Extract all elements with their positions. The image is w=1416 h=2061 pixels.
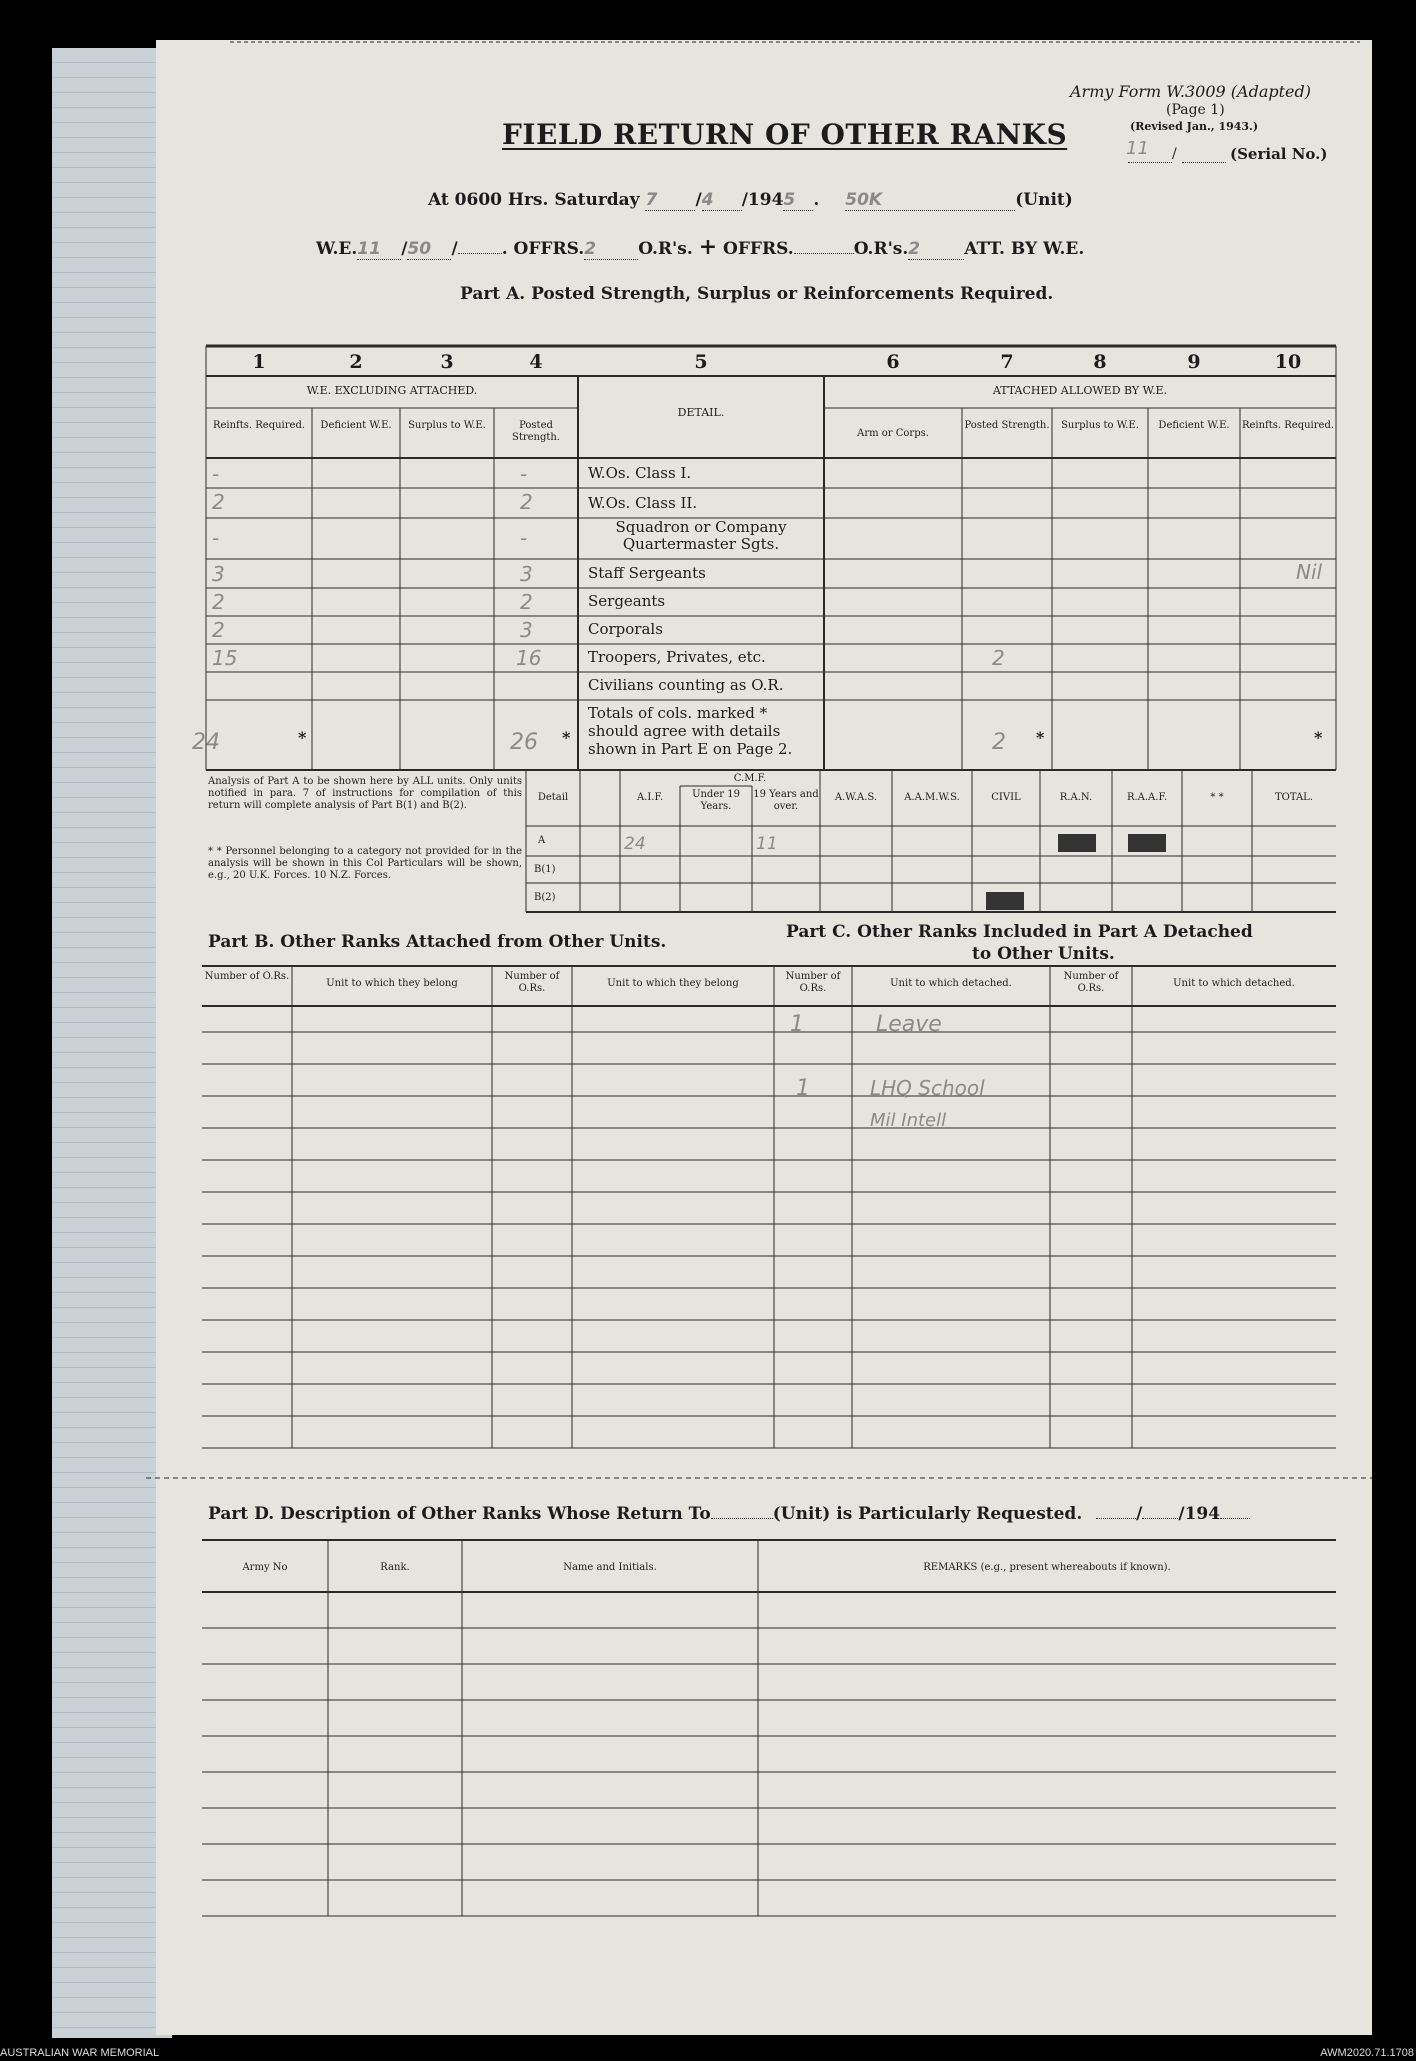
- hdr-arm-corps: Arm or Corps.: [857, 428, 929, 439]
- part-b-num-hdr-2: Number of O.Rs.: [504, 971, 560, 994]
- c1-total: 24: [192, 730, 220, 755]
- analysis-starstar: * *: [1210, 792, 1224, 803]
- part-b-num-hdr-1: Number of O.Rs.: [204, 971, 290, 982]
- c4-row6: 3: [520, 618, 533, 642]
- unit-handwriting: 50K: [845, 190, 883, 210]
- detail-civilians: Civilians counting as O.R.: [588, 676, 784, 694]
- part-b-title: Part B. Other Ranks Attached from Other Units.: [208, 932, 667, 952]
- c4-row4: 3: [520, 562, 533, 586]
- part-c-row2-unit: LHQ School: [870, 1076, 985, 1100]
- we-hw-2: 50: [407, 239, 432, 259]
- plus-sign: +: [698, 234, 718, 260]
- offrs-field[interactable]: [584, 239, 638, 260]
- analysis-row-b1: B(1): [534, 864, 556, 875]
- part-a-title: Part A. Posted Strength, Surplus or Reinforcements Required.: [460, 284, 1054, 304]
- c1-row6: 2: [212, 618, 225, 642]
- hdr-surplus-we: Surplus to W.E.: [408, 420, 486, 431]
- c4-row5: 2: [520, 590, 533, 614]
- c10-staff: Nil: [1296, 560, 1323, 584]
- offrs-label-2: OFFRS.: [723, 239, 794, 259]
- group-left-header: W.E. EXCLUDING ATTACHED.: [306, 384, 478, 397]
- part-d-remarks-hdr: REMARKS (e.g., present whereabouts if known).: [923, 1562, 1171, 1573]
- detail-wo-class-2: W.Os. Class II.: [588, 494, 698, 512]
- we-hw-1: 11: [357, 239, 381, 259]
- ors-hw-1: 2: [584, 239, 597, 259]
- part-c-unit-hdr-2: Unit to which detached.: [1173, 978, 1295, 989]
- part-d-prefix: Part D. Description of Other Ranks Whose Return To: [208, 1504, 711, 1524]
- analysis-row-b2: B(2): [534, 892, 556, 903]
- analysis-aif: A.I.F.: [636, 792, 664, 803]
- part-d-mid: (Unit) is Particularly Requested.: [772, 1504, 1083, 1524]
- column-number-2: 2: [349, 351, 363, 373]
- part-c-title-2: to Other Units.: [972, 944, 1115, 964]
- time-prefix: At 0600 Hrs. Saturday: [428, 190, 640, 210]
- att-by-we: ATT. BY W.E.: [964, 239, 1085, 259]
- analysis-note-1: Analysis of Part A to be shown here by ALL units. Only units notified in para. 7 of instructions for compilation of this return will complete analysis of Part B(1) and B(2).: [208, 776, 522, 811]
- redaction-ran: [1058, 834, 1096, 852]
- star-col1: *: [298, 728, 307, 747]
- we-label: W.E.: [316, 239, 358, 259]
- column-number-7: 7: [1000, 351, 1014, 373]
- detail-staff-sergeants: Staff Sergeants: [588, 564, 706, 582]
- month-handwriting: 4: [701, 190, 714, 210]
- part-d-army-no-hdr: Army No: [242, 1562, 288, 1573]
- hdr-deficient-we: Deficient W.E.: [320, 420, 392, 431]
- day-field[interactable]: [645, 190, 695, 211]
- year-handwriting: 5: [783, 190, 796, 210]
- offrs-label: OFFRS.: [513, 239, 585, 259]
- year-field[interactable]: [783, 190, 813, 211]
- we-field-1[interactable]: [357, 239, 401, 260]
- offrs-field-2[interactable]: [794, 253, 854, 254]
- part-c-row1-unit: Leave: [876, 1012, 942, 1037]
- part-c-num-hdr-1: Number of O.Rs.: [785, 971, 841, 994]
- column-number-8: 8: [1093, 351, 1107, 373]
- we-field-2[interactable]: [407, 239, 451, 260]
- revised-date: (Revised Jan., 1943.): [1130, 120, 1259, 133]
- detail-totals: Totals of cols. marked * should agree with details shown in Part E on Page 2.: [588, 704, 793, 758]
- star-col4: *: [562, 728, 571, 747]
- page-number: (Page 1): [1166, 102, 1225, 118]
- c1-row7: 15: [212, 646, 238, 670]
- serial-field-2[interactable]: [1182, 148, 1226, 163]
- part-c-num-hdr-2: Number of O.Rs.: [1063, 971, 1119, 994]
- analysis-over19-a: 11: [756, 834, 778, 854]
- part-b-unit-hdr-1: Unit to which they belong: [326, 978, 458, 989]
- part-c-row3-unit: Mil Intell: [870, 1110, 947, 1131]
- hdr-surplus-we-att: Surplus to W.E.: [1061, 420, 1139, 431]
- analysis-over19: 19 Years and over.: [753, 789, 819, 812]
- part-d-year-field[interactable]: [1220, 1518, 1250, 1519]
- analysis-cmf: C.M.F.: [733, 773, 767, 784]
- c1-row3: -: [212, 526, 220, 550]
- column-number-9: 9: [1187, 351, 1201, 373]
- hdr-posted-strength-att: Posted Strength.: [964, 420, 1050, 431]
- footer-right: AWM2020.71.1708: [1320, 2047, 1414, 2059]
- c7-total: 2: [992, 730, 1006, 755]
- analysis-ran: R.A.N.: [1059, 792, 1093, 803]
- part-d-year: /194: [1178, 1504, 1221, 1524]
- analysis-row-a: A: [538, 835, 546, 846]
- part-c-row2-num: 1: [796, 1076, 810, 1101]
- we-field-3[interactable]: [458, 253, 502, 254]
- c4-row2: 2: [520, 490, 533, 514]
- c1-row5: 2: [212, 590, 225, 614]
- detail-wo-class-1: W.Os. Class I.: [588, 464, 692, 482]
- ors-hw-2: 2: [908, 239, 921, 259]
- part-c-title-1: Part C. Other Ranks Included in Part A Detached: [786, 922, 1253, 942]
- part-d-name-hdr: Name and Initials.: [563, 1562, 657, 1573]
- ors-field-2[interactable]: [908, 239, 964, 260]
- column-number-10: 10: [1274, 351, 1302, 373]
- redaction-civil: [986, 892, 1024, 910]
- detail-sergeants: Sergeants: [588, 592, 666, 610]
- ors-label: O.R's.: [638, 239, 693, 259]
- part-c-unit-hdr-1: Unit to which detached.: [890, 978, 1012, 989]
- part-d-rank-hdr: Rank.: [380, 1562, 410, 1573]
- serial-label: (Serial No.): [1230, 145, 1328, 163]
- detail-corporals: Corporals: [588, 620, 663, 638]
- c1-row2: 2: [212, 490, 225, 514]
- analysis-awas: A.W.A.S.: [834, 792, 878, 803]
- detail-troopers: Troopers, Privates, etc.: [588, 648, 766, 666]
- star-col10: *: [1314, 728, 1323, 747]
- analysis-total: TOTAL.: [1274, 792, 1314, 803]
- group-right-header: ATTACHED ALLOWED BY W.E.: [992, 384, 1168, 397]
- part-d-unit-field[interactable]: [711, 1518, 773, 1519]
- column-number-6: 6: [886, 351, 900, 373]
- detail-header: DETAIL.: [677, 406, 725, 419]
- time-line: At 0600 Hrs. Saturday 7 /4 /1945 . 50K (Unit): [428, 190, 1073, 210]
- column-number-3: 3: [440, 351, 454, 373]
- detail-qm-sgts: Squadron or Company Quartermaster Sgts.: [615, 518, 787, 553]
- c1-row1: -: [212, 462, 220, 486]
- column-number-1: 1: [252, 351, 266, 373]
- hdr-deficient-we-att: Deficient W.E.: [1158, 420, 1230, 431]
- part-d-title: Part D. Description of Other Ranks Whose Return To (Unit) is Particularly Requested. / /194: [208, 1504, 1250, 1524]
- unit-field[interactable]: [845, 190, 1015, 211]
- analysis-under19: Under 19 Years.: [692, 789, 740, 812]
- hdr-posted-strength: Posted Strength.: [511, 420, 561, 443]
- analysis-civil: CIVIL: [991, 792, 1021, 803]
- star-col7: *: [1036, 728, 1045, 747]
- redaction-raaf: [1128, 834, 1166, 852]
- page-title: FIELD RETURN OF OTHER RANKS: [502, 118, 1068, 151]
- army-form-label: Army Form W.3009 (Adapted): [1070, 82, 1312, 101]
- day-handwriting: 7: [645, 190, 658, 210]
- ors-label-2: O.R's.: [853, 239, 909, 259]
- hdr-reinfts-required-att: Reinfts. Required.: [1241, 420, 1335, 431]
- c4-row1: -: [520, 462, 528, 486]
- column-number-4: 4: [529, 351, 543, 373]
- year-label: /194: [741, 190, 784, 210]
- c4-row3: -: [520, 526, 528, 550]
- part-b-unit-hdr-2: Unit to which they belong: [607, 978, 739, 989]
- analysis-note-2: * * Personnel belonging to a category not provided for in the analysis will be shown in this Col Particulars will be shown, e.g., 20 U.K. Forces. 10 N.Z. Forces.: [208, 846, 522, 881]
- we-line: W.E.11 /50 / . OFFRS.2 O.R's. + OFFRS. O.R's.2 ATT. BY W.E.: [316, 234, 1085, 260]
- hdr-reinfts-required: Reinfts. Required.: [212, 420, 306, 431]
- analysis-detail-hdr: Detail: [537, 792, 569, 803]
- footer-left: AUSTRALIAN WAR MEMORIAL: [0, 2047, 160, 2059]
- serial-handwriting: 11: [1126, 138, 1149, 159]
- column-number-5: 5: [694, 351, 708, 373]
- analysis-aamws: A.A.M.W.S.: [904, 792, 960, 803]
- month-field[interactable]: [702, 190, 742, 211]
- analysis-aif-a: 24: [624, 834, 646, 854]
- analysis-raaf: R.A.A.F.: [1126, 792, 1168, 803]
- unit-label: (Unit): [1015, 190, 1073, 210]
- c7-troopers: 2: [992, 646, 1005, 670]
- part-d-day-field[interactable]: [1096, 1518, 1136, 1519]
- c1-row4: 3: [212, 562, 225, 586]
- c4-row7: 16: [516, 646, 542, 670]
- part-d-month-field[interactable]: [1142, 1518, 1178, 1519]
- part-c-row1-num: 1: [790, 1012, 804, 1037]
- c4-total: 26: [510, 730, 538, 755]
